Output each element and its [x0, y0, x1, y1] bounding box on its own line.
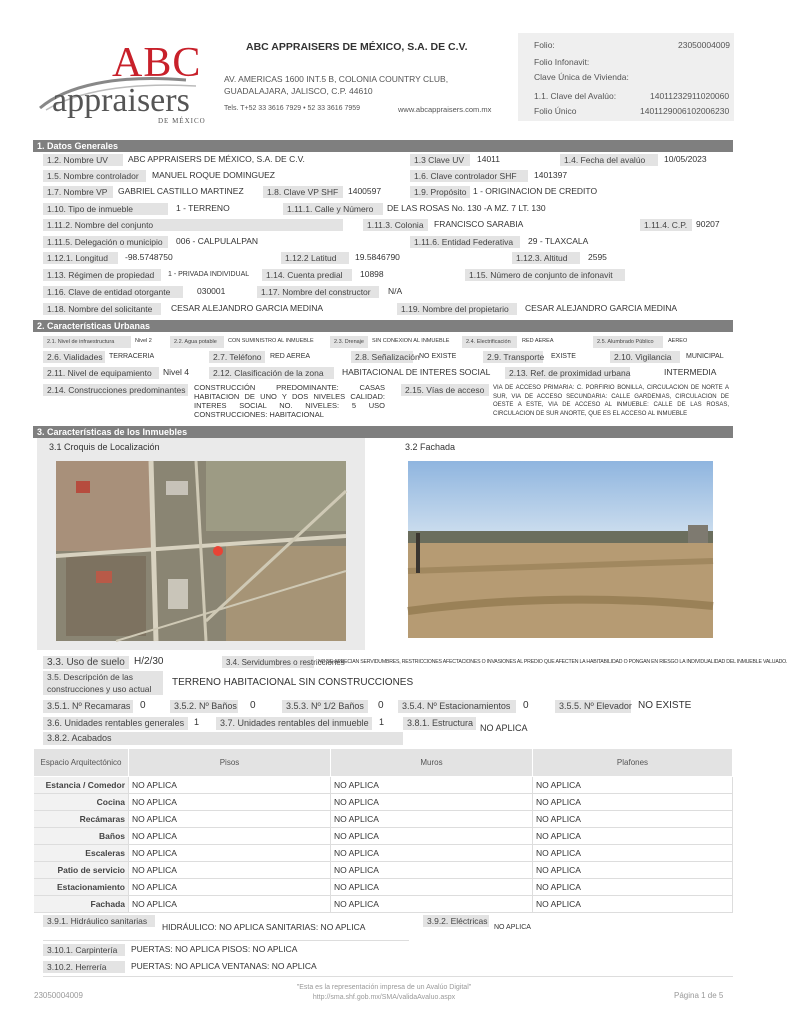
map-pin-icon [213, 546, 223, 556]
regimen-value: 1 - PRIVADA INDIVIDUAL [168, 271, 250, 278]
constructor-label: 1.17. Nombre del constructor [257, 286, 379, 298]
electrificacion-label: 2.4. Electrificación [462, 336, 517, 348]
row-plafones: NO APLICA [533, 845, 733, 862]
colonia-value: FRANCISCO SARABIA [434, 219, 524, 229]
logo-mexico-text: DE MÉXICO [158, 117, 206, 125]
proximidad-label: 2.13. Ref. de proximidad urbana [505, 367, 630, 379]
hidraulico-value: HIDRÁULICO: NO APLICA SANITARIAS: NO APLICA [162, 922, 366, 932]
banos-label: 3.5.2. Nº Baños [170, 700, 238, 713]
vigilancia-value: MUNICIPAL [686, 353, 724, 360]
estacionamientos-value: 0 [523, 700, 529, 711]
estructura-label: 3.8.1. Estructura [403, 717, 476, 730]
table-header-row [34, 749, 733, 777]
alumbrado-label: 2.5. Alumbrado Público [593, 336, 663, 348]
banos-value: 0 [250, 700, 256, 711]
row-name: Baños [34, 828, 129, 845]
senalizacion-label: 2.8. Señalización [351, 351, 413, 363]
row-muros: NO APLICA [331, 811, 533, 828]
conjunto-label: 1.11.2. Nombre del conjunto [43, 219, 343, 231]
fecha-avaluo-label: 1.4. Fecha del avalúo [560, 154, 658, 166]
descripcion-label-2: construcciones y uso actual [47, 684, 152, 694]
clave-avaluo-value: 14011232911020060 [650, 91, 730, 101]
logo-abc-text: ABC [112, 40, 202, 86]
clave-vp-label: 1.8. Clave VP SHF [263, 186, 343, 198]
hidraulico-label: 3.9.1. Hidráulico sanitarias [43, 915, 155, 927]
company-name: ABC APPRAISERS DE MÉXICO, S.A. DE C.V. [246, 41, 468, 53]
latitud-value: 19.5846790 [355, 252, 400, 262]
agua-label: 2.2. Agua potable [170, 336, 224, 348]
numero-conjunto-label: 1.15. Número de conjunto de infonavit [465, 269, 625, 281]
electricas-value: NO APLICA [494, 924, 531, 931]
carpinteria-label: 3.10.1. Carpintería [43, 944, 125, 956]
row-name: Escaleras [34, 845, 129, 862]
estructura-value: NO APLICA [480, 723, 528, 733]
proximidad-value: INTERMEDIA [664, 367, 717, 377]
header-pisos: Pisos [129, 749, 331, 777]
acabados-label: 3.8.2. Acabados [43, 732, 403, 745]
clave-vp-value: 1400597 [348, 186, 382, 196]
entidad-value: 29 - TLAXCALA [528, 236, 589, 246]
herreria-label: 3.10.2. Herrería [43, 961, 125, 973]
clasificacion-zona-value: HABITACIONAL DE INTERES SOCIAL [342, 367, 491, 377]
table-row [34, 777, 733, 794]
fachada-title: 3.2 Fachada [405, 442, 456, 452]
unidades-inmueble-value: 1 [379, 717, 385, 727]
footer-validation-link[interactable]: http://sma.shf.gob.mx/SMA/validaAvaluo.aspx [312, 994, 456, 1001]
servidumbres-label: 3.4. Servidumbres o restricciones [222, 656, 314, 668]
row-pisos: NO APLICA [129, 862, 331, 879]
telefono-value: RED AEREA [270, 353, 311, 360]
row-pisos: NO APLICA [129, 811, 331, 828]
divider [43, 940, 409, 941]
row-plafones: NO APLICA [533, 811, 733, 828]
row-name: Recámaras [34, 811, 129, 828]
row-name: Patio de servicio [34, 862, 129, 879]
recamaras-value: 0 [140, 700, 146, 711]
delegacion-value: 006 - CALPULALPAN [176, 236, 259, 246]
entidad-label: 1.11.6. Entidad Federativa [410, 236, 520, 248]
folio-unico-value: 1401129006102006230 [640, 106, 730, 116]
footer-folio: 23050004009 [34, 991, 83, 1000]
folio-unico-label: Folio Único [534, 106, 577, 116]
row-plafones: NO APLICA [533, 794, 733, 811]
propietario-value: CESAR ALEJANDRO GARCIA MEDINA [525, 303, 678, 313]
row-plafones: NO APLICA [533, 879, 733, 896]
table-row [34, 845, 733, 862]
vp-label: 1.7. Nombre VP [43, 186, 113, 198]
clasificacion-zona-label: 2.12. Clasificación de la zona [209, 367, 334, 379]
nombre-uv-value: ABC APPRAISERS DE MÉXICO, S.A. DE C.V. [128, 154, 305, 164]
page-number: Página 1 de 5 [674, 991, 724, 1000]
uso-suelo-value: H/2/30 [134, 656, 164, 667]
row-muros: NO APLICA [331, 794, 533, 811]
unidades-inmueble-label: 3.7. Unidades rentables del inmueble [216, 717, 372, 730]
vialidades-value: TERRACERIA [109, 353, 155, 360]
drenaje-value: SIN CONEXION AL INMUEBLE [372, 338, 450, 344]
descripcion-value: TERRENO HABITACIONAL SIN CONSTRUCCIONES [172, 677, 414, 688]
equipamiento-value: Nivel 4 [163, 367, 189, 377]
elevador-value: NO EXISTE [638, 700, 692, 711]
cuenta-predial-label: 1.14. Cuenta predial [262, 269, 352, 281]
clave-controlador-label: 1.6. Clave controlador SHF [410, 170, 528, 182]
senalizacion-value: NO EXISTE [419, 353, 457, 360]
proposito-value: 1 - ORIGINACION DE CREDITO [473, 186, 598, 196]
address-line-1: AV. AMERICAS 1600 INT.5 B, COLONIA COUNTRY CLUB, [224, 74, 449, 84]
drenaje-label: 2.3. Drenaje [330, 336, 368, 348]
header-espacio: Espacio Arquitectónico [34, 749, 129, 777]
cuenta-predial-value: 10898 [360, 269, 384, 279]
row-pisos: NO APLICA [129, 828, 331, 845]
descripcion-label-1: 3.5. Descripción de las [47, 672, 133, 682]
carpinteria-value: PUERTAS: NO APLICA PISOS: NO APLICA [131, 944, 298, 954]
website-link[interactable]: www.abcappraisers.com.mx [398, 105, 492, 114]
entidad-otorgante-label: 1.16. Clave de entidad otorgante [43, 286, 183, 298]
clave-uv-label: 1.3 Clave UV [410, 154, 470, 166]
cp-label: 1.11.4. C.P. [640, 219, 692, 231]
row-pisos: NO APLICA [129, 845, 331, 862]
row-name: Estacionamiento [34, 879, 129, 896]
latitud-label: 1.12.2 Latitud [281, 252, 349, 264]
vias-acceso-value: VIA DE ACCESO PRIMARIA: C. PORFIRIO BONILLA, CIRCULACION DE NORTE A SUR, VIA DE ACCESO SECUNDARIA: CALLE GARDENIAS, CIRCULACION DE OESTE A ESTE, VIA DE ACCESO AL INMUEBLE: CALLE DE LAS ROSAS, CIRCULACION DE SUR ANORTE, QUE ES EL ACCESO AL INMUEBLE [493, 385, 729, 417]
section-2-title: 2. Características Urbanas [33, 320, 733, 332]
table-row [34, 862, 733, 879]
construcciones-value: CONSTRUCCIÓN PREDOMINANTE: CASAS HABITACION DE UNO Y DOS NIVELES CALIDAD: INTERES SOCIAL NO. NIVELES: 5 USO CONSTRUCCIONES: HABITACIONAL [194, 383, 385, 419]
unidades-generales-label: 3.6. Unidades rentables generales [43, 717, 188, 730]
transporte-label: 2.9. Transporte [483, 351, 543, 363]
servidumbres-value: NO SE APRECIAN SERVIDUMBRES, RESTRICCIONES AFECTACIONES O INVASIONES AL PREDIO QUE AFECTEN LA HABITABILIDAD O PONGAN EN RIESGO LA INDIVIDUALIDAD DEL INMUEBLE VALUADO. [318, 659, 787, 665]
section-1-title: 1. Datos Generales [33, 140, 733, 152]
calle-value: DE LAS ROSAS No. 130 -A MZ. 7 LT. 130 [387, 203, 546, 213]
row-name: Estancia / Comedor [34, 777, 129, 794]
electricas-label: 3.9.2. Eléctricas [423, 915, 489, 927]
header-muros: Muros [331, 749, 533, 777]
row-muros: NO APLICA [331, 777, 533, 794]
croquis-title: 3.1 Croquis de Localización [49, 442, 160, 452]
row-pisos: NO APLICA [129, 794, 331, 811]
controlador-label: 1.5. Nombre controlador [43, 170, 146, 182]
address-line-2: GUADALAJARA, JALISCO, C.P. 44610 [224, 86, 373, 96]
altitud-value: 2595 [588, 252, 607, 262]
tipo-inmueble-label: 1.10. Tipo de inmueble [43, 203, 168, 215]
section-3-title: 3. Características de los Inmuebles [33, 426, 733, 438]
header-plafones: Plafones [533, 749, 733, 777]
vialidades-label: 2.6. Vialidades [43, 351, 105, 363]
table-row [34, 896, 733, 913]
entidad-otorgante-value: 030001 [197, 286, 226, 296]
medios-banos-label: 3.5.3. Nº 1/2 Baños [282, 700, 368, 713]
clave-vivienda-label: Clave Única de Vivienda: [534, 72, 629, 82]
electrificacion-value: RED AEREA [522, 338, 554, 344]
telefono-label: 2.7. Teléfono [209, 351, 265, 363]
row-pisos: NO APLICA [129, 777, 331, 794]
divider [43, 976, 733, 977]
recamaras-label: 3.5.1. Nº Recamaras [43, 700, 133, 713]
facade-photo-image [408, 461, 713, 638]
table-row [34, 879, 733, 896]
clave-avaluo-label: 1.1. Clave del Avalúo: [534, 91, 617, 101]
row-plafones: NO APLICA [533, 777, 733, 794]
nombre-uv-label: 1.2. Nombre UV [43, 154, 123, 166]
constructor-value: N/A [388, 286, 403, 296]
propietario-label: 1.19. Nombre del propietario [397, 303, 517, 315]
colonia-label: 1.11.3. Colonia [363, 219, 428, 231]
infraestructura-label: 2.1. Nivel de infraestructura [43, 336, 131, 348]
regimen-label: 1.13. Régimen de propiedad [43, 269, 161, 281]
alumbrado-value: AEREO [668, 338, 688, 344]
equipamiento-label: 2.11. Nivel de equipamiento [43, 367, 159, 379]
row-muros: NO APLICA [331, 862, 533, 879]
folio-label: Folio: [534, 40, 555, 50]
row-plafones: NO APLICA [533, 862, 733, 879]
table-row [34, 811, 733, 828]
folio-value: 23050004009 [678, 40, 731, 50]
location-map-image [56, 461, 346, 641]
longitud-label: 1.12.1. Longitud [43, 252, 118, 264]
table-row [34, 794, 733, 811]
agua-value: CON SUMINISTRO AL INMUEBLE [228, 338, 314, 344]
row-name: Fachada [34, 896, 129, 913]
row-muros: NO APLICA [331, 879, 533, 896]
table-row [34, 828, 733, 845]
solicitante-value: CESAR ALEJANDRO GARCIA MEDINA [171, 303, 324, 313]
footer-note: "Esta es la representación impresa de un Avalúo Digital" [296, 984, 472, 991]
row-muros: NO APLICA [331, 828, 533, 845]
elevador-label: 3.5.5. Nº Elevador [555, 700, 631, 713]
fecha-avaluo-value: 10/05/2023 [664, 154, 707, 164]
row-muros: NO APLICA [331, 896, 533, 913]
folio-infonavit-label: Folio Infonavit: [534, 57, 590, 67]
row-muros: NO APLICA [331, 845, 533, 862]
unidades-generales-value: 1 [194, 717, 200, 727]
row-pisos: NO APLICA [129, 896, 331, 913]
vp-value: GABRIEL CASTILLO MARTINEZ [118, 186, 244, 196]
phones: Tels. T+52 33 3616 7929 • 52 33 3616 7959 [224, 105, 361, 112]
row-plafones: NO APLICA [533, 828, 733, 845]
transporte-value: EXISTE [551, 353, 576, 360]
cp-value: 90207 [696, 219, 720, 229]
herreria-value: PUERTAS: NO APLICA VENTANAS: NO APLICA [131, 961, 317, 971]
vigilancia-label: 2.10. Vigilancia [610, 351, 680, 363]
construcciones-label: 2.14. Construcciones predominantes [43, 384, 188, 396]
solicitante-label: 1.18. Nombre del solicitante [43, 303, 161, 315]
longitud-value: -98.5748750 [125, 252, 173, 262]
altitud-label: 1.12.3. Altitud [512, 252, 580, 264]
acabados-table [33, 748, 733, 913]
controlador-value: MANUEL ROQUE DOMINGUEZ [152, 170, 275, 180]
clave-controlador-value: 1401397 [534, 170, 568, 180]
calle-label: 1.11.1. Calle y Número [283, 203, 383, 215]
medios-banos-value: 0 [378, 700, 384, 711]
infraestructura-value: Nivel 2 [135, 338, 152, 344]
row-name: Cocina [34, 794, 129, 811]
row-plafones: NO APLICA [533, 896, 733, 913]
row-pisos: NO APLICA [129, 879, 331, 896]
uso-suelo-label: 3.3. Uso de suelo [43, 656, 129, 669]
proposito-label: 1.9. Propósito [410, 186, 470, 198]
tipo-inmueble-value: 1 - TERRENO [176, 203, 230, 213]
clave-uv-value: 14011 [477, 154, 501, 164]
estacionamientos-label: 3.5.4. Nº Estacionamientos [398, 700, 516, 713]
delegacion-label: 1.11.5. Delegación o municipio [43, 236, 168, 248]
logo-appraisers-text: appraisers [52, 82, 190, 119]
vias-acceso-label: 2.15. Vías de acceso [401, 384, 489, 396]
